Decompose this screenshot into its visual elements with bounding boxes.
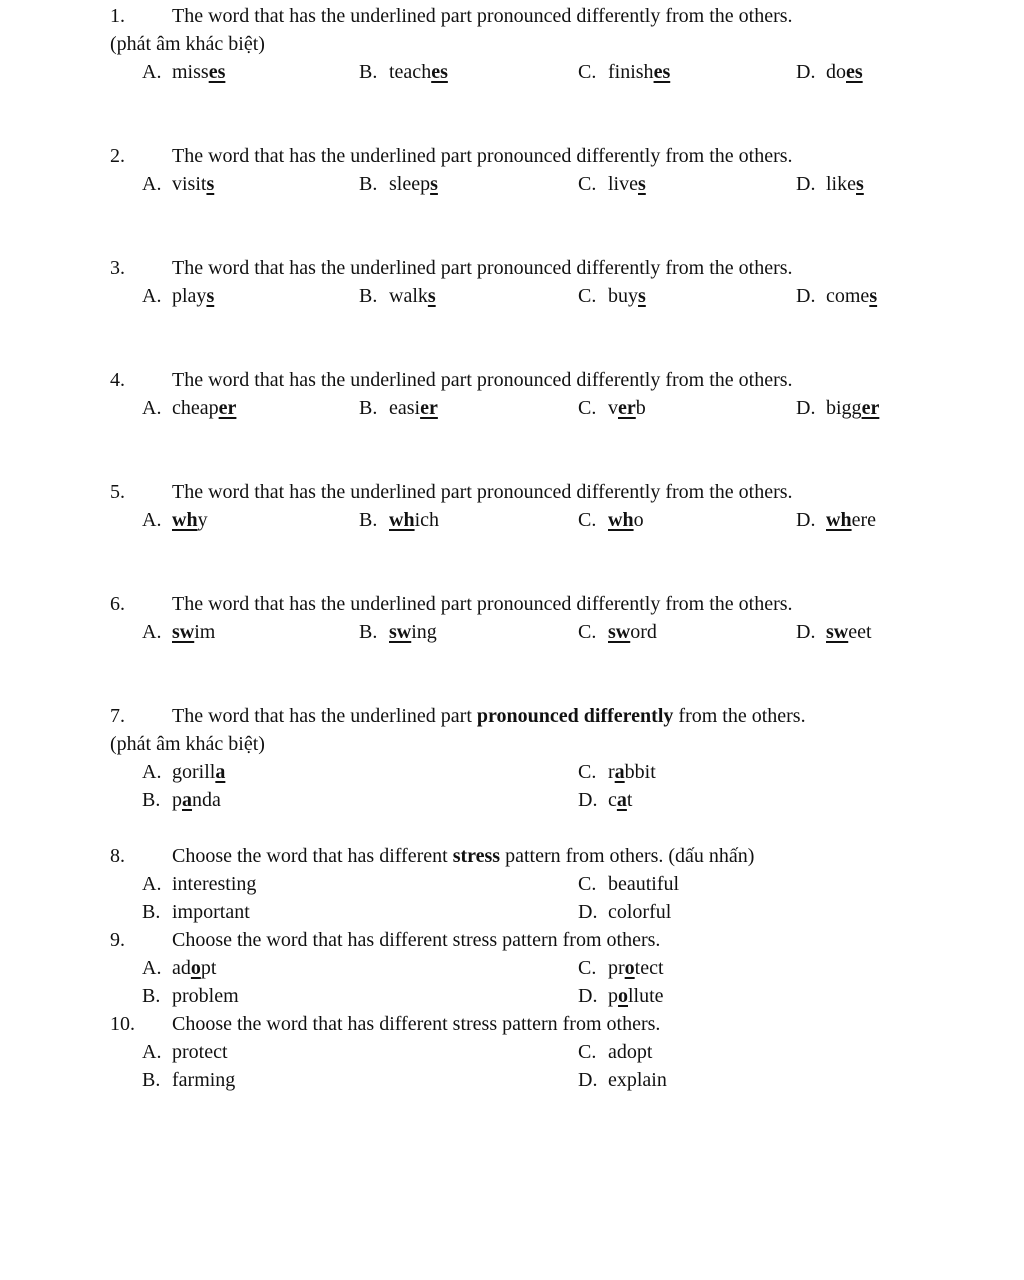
option-a[interactable] (142, 506, 208, 534)
option-word (172, 985, 239, 1007)
option-word (608, 873, 679, 895)
option-word (172, 1041, 228, 1063)
word-post: ing (411, 621, 437, 643)
option-d[interactable] (578, 786, 632, 814)
word-underlined-part: wh (608, 509, 634, 531)
option-word (172, 285, 214, 307)
word-underlined-part: a (182, 789, 192, 811)
option-word (389, 509, 439, 531)
option-letter: B. (359, 173, 378, 195)
question-number: 3. (110, 257, 125, 279)
option-word (389, 285, 436, 307)
question-number: 9. (110, 929, 125, 951)
option-word (826, 621, 872, 643)
word-underlined-part: es (653, 61, 671, 83)
options-row (110, 898, 990, 926)
option-letter: A. (142, 873, 162, 895)
option-letter: C. (578, 61, 597, 83)
option-letter: A. (142, 397, 162, 419)
option-letter: B. (359, 285, 378, 307)
word-pre: walk (389, 285, 428, 307)
word-pre: gorill (172, 761, 216, 783)
option-letter: B. (359, 397, 378, 419)
option-a[interactable] (142, 394, 236, 422)
question-stem (110, 842, 990, 870)
question-number: 6. (110, 593, 125, 615)
option-letter: A. (142, 957, 162, 979)
word-pre: c (608, 789, 617, 811)
word-pre: adopt (608, 1041, 653, 1063)
question-number: 1. (110, 5, 125, 27)
question-9 (110, 926, 990, 1010)
option-word (389, 621, 437, 643)
option-word (608, 761, 656, 783)
option-letter: D. (796, 61, 816, 83)
word-pre: problem (172, 985, 239, 1007)
options-row (110, 786, 990, 814)
word-underlined-part: s (206, 173, 215, 195)
stem-text-bold: stress (452, 845, 501, 867)
word-underlined-part: er (420, 397, 438, 419)
word-pre: p (608, 985, 618, 1007)
question-text: Choose the word that has different stress pattern from others. (172, 1013, 661, 1035)
word-pre: interesting (172, 873, 257, 895)
question-stem (110, 926, 990, 954)
stem-text-bold: pronounced differently (476, 705, 674, 727)
option-b[interactable] (359, 282, 436, 310)
word-pre: buy (608, 285, 638, 307)
word-underlined-part: er (861, 397, 880, 419)
word-post: llute (628, 985, 664, 1007)
options-row (110, 282, 990, 310)
option-d[interactable] (796, 506, 876, 534)
word-pre: protect (172, 1041, 228, 1063)
option-d[interactable] (796, 618, 872, 646)
option-c[interactable] (578, 870, 679, 898)
options-row (110, 758, 990, 786)
question-stem (110, 702, 990, 730)
option-b[interactable] (359, 170, 438, 198)
option-word (608, 789, 632, 811)
option-word (608, 397, 646, 419)
word-underlined-part: s (427, 285, 436, 307)
option-c[interactable] (578, 618, 657, 646)
question-stem (110, 366, 990, 394)
option-letter: C. (578, 397, 597, 419)
word-underlined-part: s (638, 285, 646, 307)
option-letter: A. (142, 621, 162, 643)
option-b[interactable] (359, 394, 438, 422)
question-note: (phát âm khác biệt) (110, 33, 265, 55)
option-letter: A. (142, 61, 162, 83)
word-underlined-part: o (190, 957, 201, 979)
word-underlined-part: es (208, 61, 226, 83)
word-post: im (194, 621, 216, 643)
option-d[interactable] (578, 1066, 667, 1094)
option-word (826, 509, 876, 531)
options-row (110, 1038, 990, 1066)
option-b[interactable] (142, 1066, 235, 1094)
word-underlined-part: o (624, 957, 635, 979)
word-pre: play (172, 285, 207, 307)
question-stem (110, 1010, 990, 1038)
word-pre: come (826, 285, 870, 307)
question-text: The word that has the underlined part pronounced differently from the others. (172, 257, 793, 279)
word-underlined-part: a (614, 761, 625, 783)
word-underlined-part: s (869, 285, 878, 307)
option-word (608, 509, 644, 531)
option-word (608, 621, 657, 643)
option-word (608, 1069, 667, 1091)
option-letter: C. (578, 285, 597, 307)
word-underlined-part: o (618, 985, 628, 1007)
options-row (110, 170, 990, 198)
question-text: The word that has the underlined part pronounced differently from the others. (172, 481, 793, 503)
question-number: 2. (110, 145, 125, 167)
word-pre: sleep (389, 173, 431, 195)
option-letter: D. (796, 285, 816, 307)
option-letter: B. (142, 901, 161, 923)
options-row (110, 982, 990, 1010)
question-stem (110, 2, 990, 30)
options-row (110, 58, 990, 86)
word-underlined-part: sw (172, 621, 195, 643)
option-letter: C. (578, 761, 597, 783)
option-a[interactable] (142, 58, 225, 86)
option-c[interactable] (578, 758, 656, 786)
question-1 (110, 2, 990, 86)
question-stem (110, 254, 990, 282)
question-stem (110, 478, 990, 506)
word-post: b (635, 397, 646, 419)
option-word (172, 621, 215, 643)
option-letter: B. (359, 621, 378, 643)
word-underlined-part: es (846, 61, 863, 83)
word-pre: important (172, 901, 250, 923)
option-letter: D. (796, 621, 816, 643)
question-3 (110, 254, 990, 310)
word-post: ere (851, 509, 876, 531)
option-word (826, 285, 877, 307)
word-underlined-part: a (215, 761, 226, 783)
option-letter: C. (578, 873, 597, 895)
option-word (608, 901, 671, 923)
word-pre: miss (172, 61, 209, 83)
question-number: 7. (110, 705, 125, 727)
option-a[interactable] (142, 170, 214, 198)
word-pre: v (608, 397, 618, 419)
option-c[interactable] (578, 1038, 652, 1066)
question-10 (110, 1010, 990, 1094)
options-row (110, 618, 990, 646)
option-b[interactable] (142, 786, 221, 814)
word-underlined-part: s (638, 173, 646, 195)
option-b[interactable] (142, 898, 250, 926)
option-letter: B. (359, 61, 378, 83)
option-word (172, 1069, 235, 1091)
word-post: tect (634, 957, 664, 979)
word-pre: do (826, 61, 846, 83)
word-pre: pr (608, 957, 625, 979)
option-word (172, 789, 221, 811)
option-letter: D. (796, 509, 816, 531)
option-letter: D. (578, 901, 598, 923)
option-letter: C. (578, 509, 597, 531)
word-post: t (626, 789, 633, 811)
option-a[interactable] (142, 870, 256, 898)
option-letter: D. (578, 1069, 598, 1091)
option-letter: D. (796, 397, 816, 419)
word-underlined-part: a (616, 789, 627, 811)
word-post: bbit (624, 761, 656, 783)
option-word (608, 173, 646, 195)
question-text: The word that has the underlined part pronounced differently from the others. (172, 5, 793, 27)
word-underlined-part: sw (389, 621, 412, 643)
option-word (172, 873, 256, 895)
option-letter: B. (359, 509, 378, 531)
word-pre: r (608, 761, 615, 783)
word-pre: bigg (826, 397, 862, 419)
question-number: 10. (110, 1013, 135, 1035)
word-pre: teach (389, 61, 432, 83)
option-c[interactable] (578, 954, 664, 982)
word-post: y (197, 509, 208, 531)
option-c[interactable] (578, 58, 670, 86)
option-word (172, 957, 216, 979)
question-text: Choose the word that has different stress pattern from others. (172, 929, 661, 951)
option-a[interactable] (142, 758, 225, 786)
option-letter: D. (578, 985, 598, 1007)
option-word (826, 61, 863, 83)
word-underlined-part: sw (826, 621, 849, 643)
options-row (110, 506, 990, 534)
word-underlined-part: wh (389, 509, 415, 531)
stem-text-pre: The word that has the underlined part (172, 705, 477, 727)
question-2 (110, 142, 990, 198)
word-pre: p (172, 789, 182, 811)
option-word (172, 397, 236, 419)
option-word (172, 173, 214, 195)
option-d[interactable] (796, 58, 863, 86)
word-underlined-part: wh (826, 509, 852, 531)
word-post: pt (200, 957, 217, 979)
options-row (110, 870, 990, 898)
question-number: 5. (110, 481, 125, 503)
option-a[interactable] (142, 954, 216, 982)
question-text: The word that has the underlined part pronounced differently from the others. (172, 145, 793, 167)
option-word (172, 61, 225, 83)
question-stem (110, 590, 990, 618)
option-word (608, 985, 664, 1007)
word-pre: easi (389, 397, 421, 419)
option-letter: A. (142, 285, 162, 307)
option-letter: B. (142, 1069, 161, 1091)
option-word (608, 61, 670, 83)
option-a[interactable] (142, 1038, 228, 1066)
option-d[interactable] (796, 282, 877, 310)
option-letter: B. (142, 789, 161, 811)
question-4 (110, 366, 990, 422)
word-pre: like (826, 173, 856, 195)
option-d[interactable] (578, 982, 664, 1010)
option-d[interactable] (796, 170, 864, 198)
question-text (172, 842, 754, 870)
word-underlined-part: s (856, 173, 864, 195)
option-c[interactable] (578, 282, 646, 310)
option-word (608, 1041, 652, 1063)
options-row (110, 394, 990, 422)
option-d[interactable] (578, 898, 671, 926)
option-letter: C. (578, 957, 597, 979)
option-letter: C. (578, 621, 597, 643)
option-letter: C. (578, 173, 597, 195)
option-letter: A. (142, 761, 162, 783)
question-6 (110, 590, 990, 646)
word-pre: cheap (172, 397, 219, 419)
word-underlined-part: s (206, 285, 215, 307)
option-c[interactable] (578, 170, 646, 198)
option-b[interactable] (359, 618, 437, 646)
option-b[interactable] (359, 58, 448, 86)
word-pre: ad (172, 957, 191, 979)
question-note: (phát âm khác biệt) (110, 733, 265, 755)
option-word (826, 173, 864, 195)
option-letter: A. (142, 509, 162, 531)
option-letter: C. (578, 1041, 597, 1063)
option-word (608, 957, 664, 979)
option-b[interactable] (142, 982, 239, 1010)
option-b[interactable] (359, 506, 439, 534)
question-text: The word that has the underlined part pronounced differently from the others. (172, 369, 793, 391)
stem-text-post: from the others. (673, 705, 806, 727)
word-post: ich (414, 509, 440, 531)
option-word (172, 901, 250, 923)
word-pre: explain (608, 1069, 667, 1091)
question-number: 4. (110, 369, 125, 391)
word-post: eet (848, 621, 872, 643)
word-pre: live (608, 173, 638, 195)
word-post: ord (630, 621, 657, 643)
stem-text-pre: Choose the word that has different (172, 845, 453, 867)
option-a[interactable] (142, 618, 215, 646)
option-word (172, 509, 208, 531)
word-post: o (633, 509, 644, 531)
word-underlined-part: s (430, 173, 438, 195)
option-letter: A. (142, 1041, 162, 1063)
word-pre: beautiful (608, 873, 680, 895)
option-word (389, 173, 438, 195)
option-letter: D. (578, 789, 598, 811)
word-underlined-part: wh (172, 509, 198, 531)
word-pre: finish (608, 61, 654, 83)
option-a[interactable] (142, 282, 214, 310)
option-c[interactable] (578, 506, 644, 534)
option-letter: A. (142, 173, 162, 195)
word-underlined-part: sw (608, 621, 631, 643)
word-underlined-part: er (618, 397, 636, 419)
stem-text-post: pattern from others. (dấu nhấn) (500, 845, 755, 867)
option-word (172, 761, 225, 783)
option-word (389, 397, 438, 419)
option-c[interactable] (578, 394, 646, 422)
option-d[interactable] (796, 394, 879, 422)
word-pre: colorful (608, 901, 672, 923)
word-pre: visit (172, 173, 207, 195)
options-row (110, 954, 990, 982)
word-pre: farming (172, 1069, 236, 1091)
option-word (608, 285, 646, 307)
options-row (110, 1066, 990, 1094)
question-stem (110, 142, 990, 170)
word-underlined-part: es (431, 61, 448, 83)
word-underlined-part: er (218, 397, 237, 419)
option-word (389, 61, 448, 83)
option-letter: D. (796, 173, 816, 195)
question-text: The word that has the underlined part pronounced differently from the others. (172, 593, 793, 615)
question-8 (110, 842, 990, 926)
option-word (826, 397, 879, 419)
word-post: nda (192, 789, 221, 811)
question-number: 8. (110, 845, 125, 867)
question-5 (110, 478, 990, 534)
question-7 (110, 702, 990, 814)
question-text (172, 702, 806, 730)
option-letter: B. (142, 985, 161, 1007)
